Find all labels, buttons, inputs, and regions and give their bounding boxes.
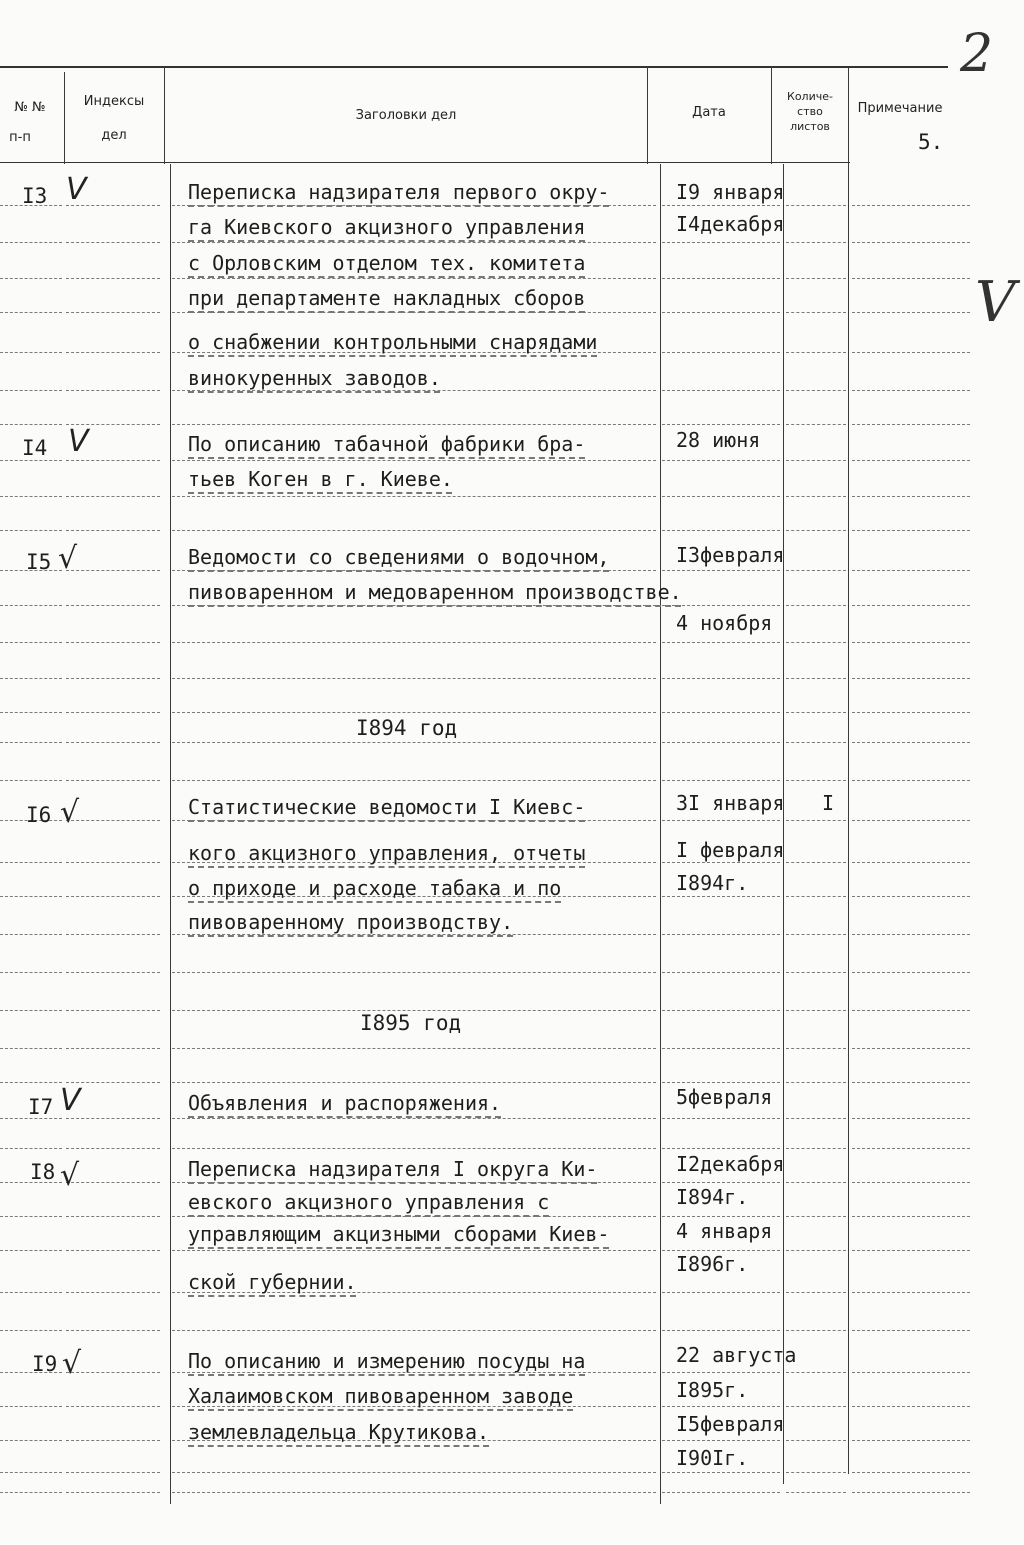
row-date: 5февраля [676, 1085, 773, 1109]
ruled-line [662, 1148, 780, 1149]
ruled-line [662, 242, 780, 243]
ruled-line [662, 1010, 780, 1011]
ruled-line [172, 530, 656, 531]
ruled-line [852, 424, 970, 425]
ruled-line [786, 1118, 846, 1119]
ruled-line [66, 712, 160, 713]
ruled-line [786, 1148, 846, 1149]
ruled-line [786, 1472, 846, 1473]
header-note-label: Примечание [857, 101, 943, 116]
ruled-line [662, 460, 780, 461]
ruled-line [662, 780, 780, 781]
ruled-line [786, 896, 846, 897]
ruled-line [66, 242, 160, 243]
row-title-line: тьев Коген в г. Киеве. [188, 467, 453, 491]
ruled-line [66, 496, 160, 497]
row-title-line: Халаимовском пивоваренном заводе [188, 1384, 574, 1408]
row-date: I894г. [676, 1185, 749, 1209]
ruled-line [66, 1182, 160, 1183]
ruled-line [786, 1440, 846, 1441]
ruled-line [66, 1492, 160, 1493]
column-divider [170, 164, 171, 1504]
ruled-line [852, 205, 970, 206]
ruled-line [852, 570, 970, 571]
ruled-line [66, 1472, 160, 1473]
ruled-line [852, 1216, 970, 1217]
ruled-line [0, 934, 62, 935]
ruled-line [0, 1440, 62, 1441]
ruled-line [66, 896, 160, 897]
ruled-line [786, 642, 846, 643]
row-number: I4 [22, 436, 48, 460]
year-heading: I895 год [360, 1011, 462, 1035]
ruled-line [172, 1048, 656, 1049]
ruled-line [172, 678, 656, 679]
ruled-line [786, 1010, 846, 1011]
check-mark-icon: √ [62, 1346, 82, 1381]
ruled-line [66, 312, 160, 313]
row-title-line: евского акцизного управления с [188, 1190, 550, 1214]
ruled-line [662, 820, 780, 821]
column-divider [647, 66, 648, 164]
ruled-line [786, 242, 846, 243]
row-date: I3февраля [676, 543, 785, 567]
ruled-line [662, 934, 780, 935]
ruled-line [172, 205, 656, 206]
row-title-line: га Киевского акцизного управления [188, 215, 586, 239]
ruled-line [852, 278, 970, 279]
ruled-line [786, 712, 846, 713]
check-mark-icon: V [66, 172, 87, 207]
ruled-line [852, 1472, 970, 1473]
ruled-line [172, 1330, 656, 1331]
column-divider [660, 164, 661, 1504]
ruled-line [662, 1330, 780, 1331]
ruled-line [662, 530, 780, 531]
ruled-line [172, 820, 656, 821]
ruled-line [172, 1148, 656, 1149]
ruled-line [0, 1330, 62, 1331]
ruled-line [852, 1250, 970, 1251]
ruled-line [786, 934, 846, 935]
ruled-line [172, 312, 656, 313]
ruled-line [786, 1182, 846, 1183]
ruled-line [852, 642, 970, 643]
ruled-line [0, 1010, 62, 1011]
ruled-line [786, 1250, 846, 1251]
row-date: I90Iг. [676, 1446, 749, 1470]
row-title-line: пивоваренном и медоваренном производстве. [188, 580, 682, 604]
ruled-line [662, 1372, 780, 1373]
ruled-line [786, 780, 846, 781]
column-divider [771, 66, 772, 164]
check-mark-icon: √ [58, 541, 78, 576]
ruled-line [852, 1182, 970, 1183]
ruled-line [852, 934, 970, 935]
ruled-line [662, 1492, 780, 1493]
row-title-line: о приходе и расходе табака и по [188, 876, 562, 900]
ruled-line [66, 1118, 160, 1119]
row-title-line: землевладельца Крутикова. [188, 1420, 490, 1444]
ruled-line [786, 496, 846, 497]
ruled-line [0, 742, 62, 743]
row-number: I3 [22, 184, 48, 208]
row-title-line: управляющим акцизными сборами Киев- [188, 1222, 610, 1246]
ruled-line [786, 742, 846, 743]
ruled-line [662, 1118, 780, 1119]
row-title-line: Ведомости со сведениями о водочном, [188, 545, 610, 569]
ruled-line [786, 678, 846, 679]
ruled-line [662, 605, 780, 606]
row-title-line: кого акцизного управления, отчеты [188, 841, 586, 865]
ruled-line [852, 1406, 970, 1407]
ruled-line [0, 780, 62, 781]
header-number-label: п-п [9, 130, 31, 145]
ruled-line [172, 742, 656, 743]
ruled-line [786, 460, 846, 461]
row-date: I894г. [676, 871, 749, 895]
ruled-line [662, 1440, 780, 1441]
ruled-line [66, 820, 160, 821]
ruled-line [66, 934, 160, 935]
ruled-line [0, 862, 62, 863]
check-mark-icon: √ [60, 795, 80, 830]
handwritten-page-mark: 2 [960, 24, 994, 84]
ruled-line [852, 605, 970, 606]
header-index-label: дел [101, 128, 127, 143]
ruled-line [172, 1492, 656, 1493]
row-title-line: Переписка надзирателя I округа Ки- [188, 1157, 598, 1181]
ruled-line [172, 570, 656, 571]
ruled-line [786, 1292, 846, 1293]
year-heading: I894 год [356, 716, 458, 740]
row-date: 4 ноября [676, 611, 773, 635]
column-divider [848, 68, 849, 164]
row-title-line: винокуренных заводов. [188, 366, 441, 390]
ruled-line [0, 390, 62, 391]
ruled-line [0, 1492, 62, 1493]
ruled-line [0, 496, 62, 497]
ruled-line [786, 605, 846, 606]
ruled-line [786, 862, 846, 863]
ruled-line [662, 862, 780, 863]
ruled-line [662, 1406, 780, 1407]
ruled-line [662, 1182, 780, 1183]
row-title-line: По описанию и измерению посуды на [188, 1349, 586, 1373]
ruled-line [66, 390, 160, 391]
ruled-line [852, 460, 970, 461]
ruled-line [172, 424, 656, 425]
ruled-line [66, 278, 160, 279]
ruled-line [66, 605, 160, 606]
ruled-line [662, 972, 780, 973]
ruled-line [0, 278, 62, 279]
ruled-line [66, 742, 160, 743]
ruled-line [0, 605, 62, 606]
ruled-line [852, 1440, 970, 1441]
ruled-line [172, 642, 656, 643]
ruled-line [786, 312, 846, 313]
ruled-line [852, 1118, 970, 1119]
ruled-line [852, 972, 970, 973]
ruled-line [852, 1148, 970, 1149]
ruled-line [786, 278, 846, 279]
ruled-line [662, 278, 780, 279]
ruled-line [66, 570, 160, 571]
ruled-line [786, 1330, 846, 1331]
row-date: I4декабря [676, 212, 785, 236]
ruled-line [0, 1406, 62, 1407]
ruled-line [66, 678, 160, 679]
header-sheets-label: Количе- [787, 90, 833, 103]
column-divider [783, 164, 784, 1484]
ruled-line [0, 712, 62, 713]
row-date: I895г. [676, 1378, 749, 1402]
ruled-line [662, 896, 780, 897]
row-date: I5февраля [676, 1412, 785, 1436]
ruled-line [852, 780, 970, 781]
row-title-line: при департаменте накладных сборов [188, 286, 586, 310]
ruled-line [0, 896, 62, 897]
ruled-line [66, 780, 160, 781]
margin-check-mark: V [975, 270, 1016, 335]
check-mark-icon: V [68, 424, 89, 459]
header-bottom-border [0, 162, 850, 163]
ruled-line [662, 1292, 780, 1293]
ruled-line [852, 1372, 970, 1373]
ruled-line [66, 530, 160, 531]
ruled-line [662, 1250, 780, 1251]
ruled-line [662, 352, 780, 353]
ruled-line [172, 1182, 656, 1183]
ruled-line [66, 1048, 160, 1049]
ruled-line [66, 1292, 160, 1293]
ruled-line [172, 972, 656, 973]
ruled-line [852, 242, 970, 243]
ruled-line [852, 1082, 970, 1083]
ruled-line [172, 605, 656, 606]
ruled-line [172, 496, 656, 497]
ruled-line [786, 352, 846, 353]
ruled-line [0, 972, 62, 973]
ruled-line [0, 1082, 62, 1083]
ruled-line [0, 1472, 62, 1473]
ruled-line [662, 1082, 780, 1083]
ruled-line [66, 1406, 160, 1407]
ruled-line [852, 1492, 970, 1493]
ruled-line [786, 1372, 846, 1373]
ruled-line [662, 1216, 780, 1217]
ruled-line [852, 862, 970, 863]
ruled-line [786, 1082, 846, 1083]
top-border [0, 66, 948, 68]
ruled-line [662, 678, 780, 679]
ruled-line [0, 312, 62, 313]
ruled-line [662, 424, 780, 425]
ruled-line [662, 1048, 780, 1049]
ruled-line [0, 1250, 62, 1251]
ruled-line [0, 1048, 62, 1049]
ruled-line [786, 390, 846, 391]
row-title-line: о снабжении контрольными снарядами [188, 330, 598, 354]
ruled-line [662, 1472, 780, 1473]
row-number: I8 [30, 1160, 56, 1184]
column-divider [848, 164, 849, 1474]
ruled-line [662, 390, 780, 391]
ruled-line [172, 1118, 656, 1119]
row-title-line: пивоваренному производству. [188, 910, 514, 934]
ruled-line [852, 1010, 970, 1011]
row-date: 28 июня [676, 428, 761, 452]
ruled-line [852, 352, 970, 353]
ruled-line [662, 712, 780, 713]
row-title-line: По описанию табачной фабрики бра- [188, 432, 586, 456]
column-divider [64, 72, 65, 164]
ruled-line [852, 742, 970, 743]
row-title-line: ской губернии. [188, 1270, 357, 1294]
ruled-line [172, 780, 656, 781]
ruled-line [852, 678, 970, 679]
row-title-line: Переписка надзирателя первого окру- [188, 180, 610, 204]
ruled-line [0, 1292, 62, 1293]
ruled-line [662, 570, 780, 571]
ruled-line [172, 460, 656, 461]
ruled-line [172, 1250, 656, 1251]
row-date: 4 января [676, 1219, 773, 1243]
header-index-label: Индексы [83, 94, 145, 109]
ruled-line [66, 460, 160, 461]
ruled-line [786, 1216, 846, 1217]
ruled-line [852, 312, 970, 313]
ruled-line [786, 1048, 846, 1049]
ruled-line [0, 242, 62, 243]
row-title-line: Объявления и распоряжения. [188, 1091, 502, 1115]
ruled-line [172, 278, 656, 279]
row-title-line: с Орловским отделом тех. комитета [188, 251, 586, 275]
ruled-line [786, 424, 846, 425]
ruled-line [852, 820, 970, 821]
ruled-line [66, 972, 160, 973]
ruled-line [786, 530, 846, 531]
ruled-line [172, 712, 656, 713]
header-sheets-label: листов [790, 120, 830, 133]
ruled-line [66, 352, 160, 353]
row-sheets-count: I [822, 791, 835, 815]
header-number-label: № № [14, 100, 46, 115]
ruled-line [172, 390, 656, 391]
ruled-line [0, 642, 62, 643]
ruled-line [66, 642, 160, 643]
ruled-line [662, 742, 780, 743]
ruled-line [852, 530, 970, 531]
ruled-line [662, 642, 780, 643]
check-mark-icon: V [60, 1083, 81, 1118]
row-date: I февраля [676, 838, 785, 862]
ruled-line [66, 862, 160, 863]
row-date: 3I января [676, 791, 785, 815]
page-number: 5. [918, 130, 944, 154]
ruled-line [852, 390, 970, 391]
ruled-line [0, 352, 62, 353]
row-date: I2декабря [676, 1152, 785, 1176]
check-mark-icon: √ [60, 1158, 80, 1193]
ruled-line [172, 242, 656, 243]
header-date-label: Дата [692, 105, 726, 120]
ruled-line [852, 496, 970, 497]
row-title-line: Статистические ведомости I Киевс- [188, 795, 586, 819]
ruled-line [172, 1472, 656, 1473]
ruled-line [172, 934, 656, 935]
ruled-line [852, 1048, 970, 1049]
ruled-line [786, 1492, 846, 1493]
row-date: I9 января [676, 180, 785, 204]
row-number: I6 [26, 803, 52, 827]
ruled-line [786, 205, 846, 206]
ruled-line [662, 205, 780, 206]
ruled-line [662, 312, 780, 313]
row-date: I896г. [676, 1252, 749, 1276]
row-date: 22 августа [676, 1343, 797, 1367]
ruled-line [852, 712, 970, 713]
ruled-line [0, 530, 62, 531]
ruled-line [786, 570, 846, 571]
ruled-line [172, 1216, 656, 1217]
ruled-line [786, 820, 846, 821]
header-sheets-label: ство [797, 105, 823, 118]
ruled-line [66, 1010, 160, 1011]
ruled-line [0, 678, 62, 679]
ruled-line [0, 460, 62, 461]
column-divider [164, 66, 165, 164]
row-number: I9 [32, 1352, 58, 1376]
row-number: I7 [28, 1095, 54, 1119]
ruled-line [662, 496, 780, 497]
ruled-line [172, 1082, 656, 1083]
ruled-line [66, 1440, 160, 1441]
ruled-line [786, 1406, 846, 1407]
ruled-line [66, 1330, 160, 1331]
ruled-line [66, 1216, 160, 1217]
ruled-line [852, 896, 970, 897]
ruled-line [66, 1148, 160, 1149]
ruled-line [786, 972, 846, 973]
ruled-line [66, 1250, 160, 1251]
ruled-line [0, 1148, 62, 1149]
ruled-line [852, 1292, 970, 1293]
row-number: I5 [26, 550, 52, 574]
ruled-line [852, 1330, 970, 1331]
ruled-line [0, 1216, 62, 1217]
header-title-label: Заголовки дел [355, 108, 457, 123]
ruled-line [0, 424, 62, 425]
